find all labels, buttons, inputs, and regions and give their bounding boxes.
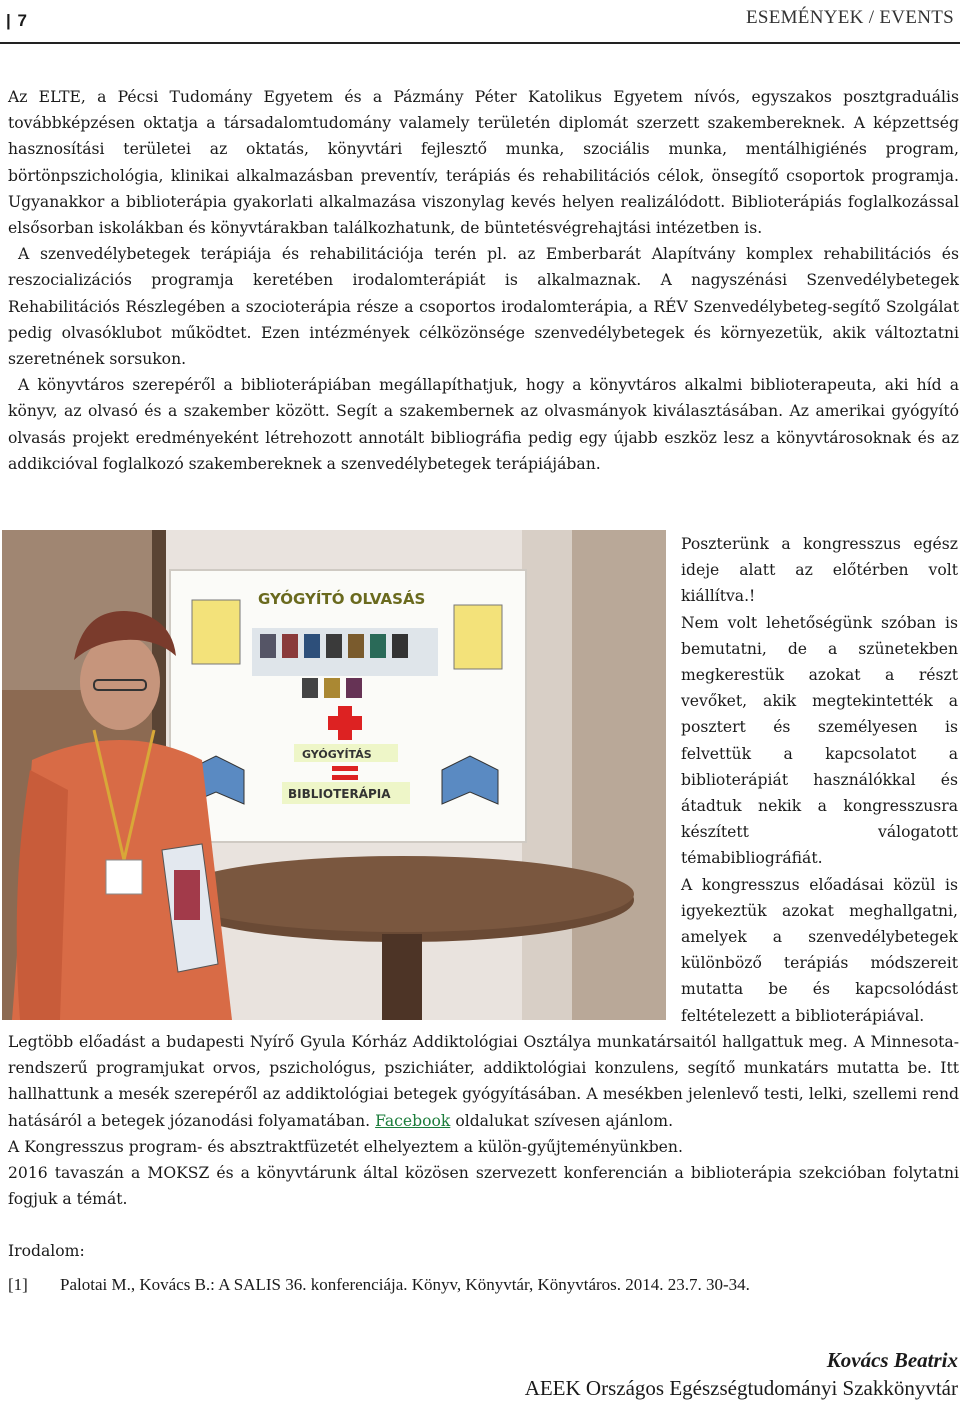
reference-item bbox=[8, 1272, 959, 1298]
reference-text: Palotai M., Kovács B.: A SALIS 36. konferenciája. Könyv, Könyvtár, Könyvtáros. 2014. 23.7. 30-34. bbox=[60, 1275, 750, 1295]
references bbox=[8, 1238, 959, 1298]
side-text bbox=[681, 531, 958, 1029]
intro-paragraph-3: A könyvtáros szerepéről a biblioterápiában megállapíthatjuk, hogy a könyvtáros alkalmi biblioterapeuta, aki híd a könyv, az olvasó és a szakember között. Segít a szakembernek az olvasmányok kiválasztásában. Az amerikai gyógyító olvasás projekt eredményeként létrehozott annotált bibliográfia pedig egy újabb eszköz lesz a könyvtárosoknak és az addikcióval foglalkozó szakembereknek a szenvedélybetegek terápiájában. bbox=[8, 376, 959, 473]
reference-number: [1] bbox=[8, 1275, 28, 1295]
body-paragraph-4 bbox=[8, 1029, 959, 1134]
author-institution: AEEK Országos Egészségtudományi Szakkönyvtár bbox=[524, 1376, 958, 1400]
section-title: ESEMÉNYEK / EVENTS bbox=[745, 7, 954, 28]
body-paragraph-5: A Kongresszus program- és absztraktfüzetét elhelyeztem a külön-gyűjteményünkben. bbox=[8, 1137, 683, 1156]
side-paragraph-2: Nem volt lehetőségünk szóban is bemutatni, de a szünetekben megkerestük azokat a részt vevőket, akik megtekintették a posztert és személyesen is felvettük a kapcsolatot a biblioterápiát használókkal és átadtuk nekik a kongresszusra készített válogatott témabibliográfiát. bbox=[681, 613, 958, 868]
author-name: Kovács Beatrix bbox=[826, 1348, 958, 1372]
intro-paragraph-2: A szenvedélybetegek terápiája és rehabilitációja terén pl. az Emberbarát Alapítvány komplex rehabilitációs és reszocializációs programja keretében irodalomterápiát is alkalmaznak. A nagyszénási Szenvedélybetegek Rehabilitációs Részlegében a szocioterápia része a csoportos irodalomterápia, a RÉV Szenvedélybeteg-segítő Szolgálat pedig olvasóklubot működtet. Ezen intézmények célközönsége szenvedélybetegek és környezetük, akik változtatni szeretnének sorsukon. bbox=[8, 245, 959, 369]
poster-middle-label: GYÓGYÍTÁS bbox=[302, 748, 372, 761]
poster-bottom-label: BIBLIOTERÁPIA bbox=[288, 787, 391, 801]
body-text bbox=[8, 1029, 959, 1212]
page-header bbox=[0, 0, 960, 44]
body-paragraph-4-end: oldalukat szívesen ajánlom. bbox=[455, 1111, 674, 1130]
references-heading: Irodalom: bbox=[8, 1242, 85, 1260]
intro-text bbox=[8, 84, 959, 477]
header-rule bbox=[0, 42, 960, 44]
body-paragraph-4-text: Legtöbb előadást a budapesti Nyírő Gyula Kórház Addiktológiai Osztálya munkatársaitól hallgattuk meg. A Minnesota-rendszerű programjukat orvos, pszichológus, pszichiáter, addiktológiai konzulens, segítő munkatárs mutatta be. Itt hallhattunk a mesék szerepéről az addiktológiai betegek gyógyításában. A mesékben jelenlevő testi, lelki, szellemi rend hatásáról a betegek józanodási folyamatában. bbox=[8, 1033, 959, 1130]
body-paragraph-6: 2016 tavaszán a MOKSZ és a könyvtárunk által közösen szervezett konferencián a biblioterápia szekcióban folytatni fogjuk a témát. bbox=[8, 1164, 959, 1209]
facebook-link[interactable]: Facebook bbox=[375, 1111, 451, 1130]
intro-paragraph-1: Az ELTE, a Pécsi Tudomány Egyetem és a Pázmány Péter Katolikus Egyetem nívós, egyszakos posztgraduális továbbképzésen oktatja a társadalomtudomány valamely területén diplomát szerzett szakembereknek. A képzettség hasznosítási területei az oktatás, könyvtári fejlesztő munka, szociális munka, mentálhigiénés program, börtönpszichológia, klinikai alkalmazásban preventív, terápiás és rehabilitációs célok, önsegítő csoportok programja. Ugyanakkor a biblioterápia gyakorlati alkalmazása viszonylag kevés helyen realizálódott. Biblioterápiás foglalkozással elsősorban iskolákban és könyvtárakban találkozhatunk, de büntetésvégrehajtási intézetben is. bbox=[8, 88, 959, 238]
signature bbox=[525, 1346, 958, 1402]
side-paragraph-1: Poszterünk a kongresszus egész ideje alatt az előtérben volt kiállítva.! bbox=[681, 535, 958, 606]
conference-photo bbox=[2, 530, 666, 1020]
page-number: | 7 bbox=[6, 11, 28, 30]
side-paragraph-3: A kongresszus előadásai közül is igyekeztük azokat meghallgatni, amelyek a szenvedélybetegek különböző terápiás módszereit mutatta be és kapcsolódást feltételezett a biblioterápiával. bbox=[681, 875, 958, 1025]
poster-title: GYÓGYÍTÓ OLVASÁS bbox=[258, 590, 426, 608]
